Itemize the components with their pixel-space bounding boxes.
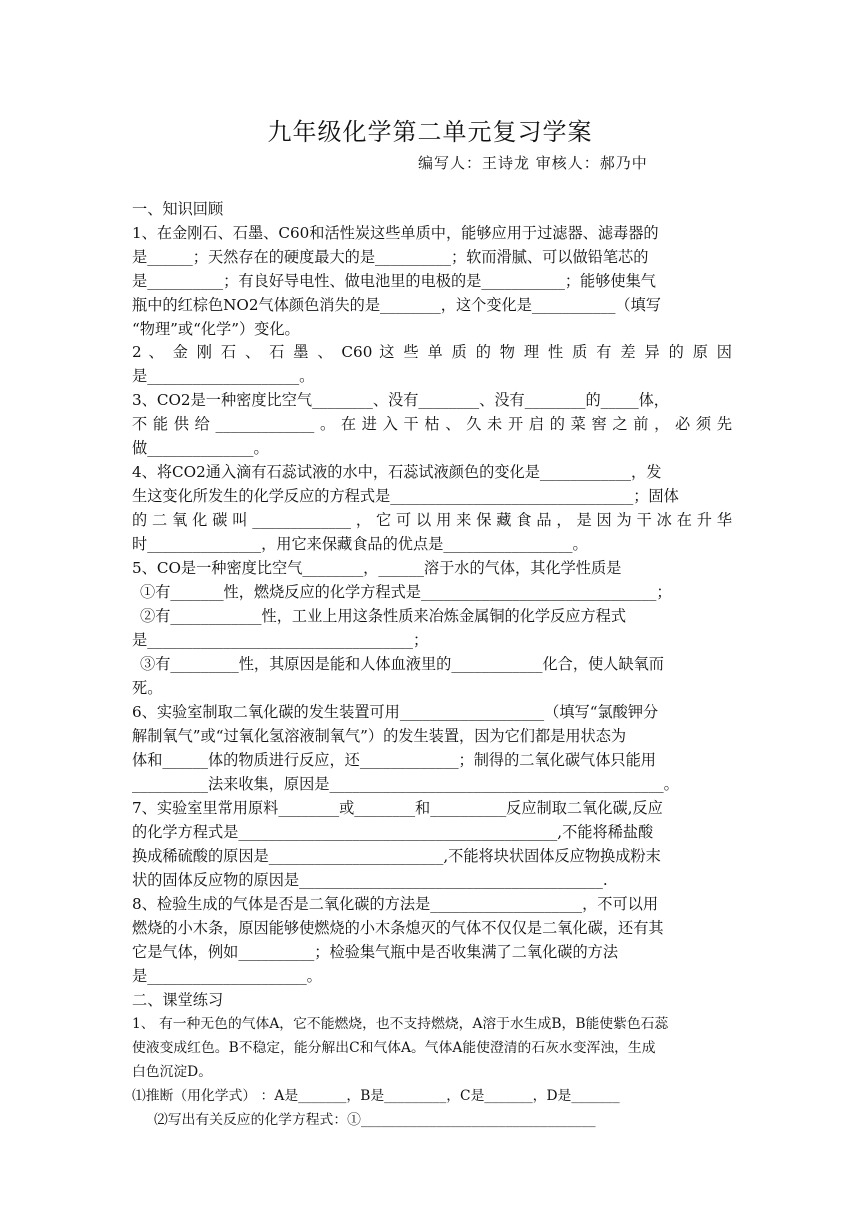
text-line: ⑴推断（用化学式） ：A是_______，B是_________，C是_______，D是_______: [132, 1088, 620, 1104]
text-line: 死。: [132, 679, 163, 697]
text-line: 5、CO是一种密度比空气________，______溶于水的气体，其化学性质是: [132, 559, 622, 577]
text-line: 6、实验室制取二氧化碳的发生装置可用___________________（填写“氯酸钾分: [132, 703, 659, 721]
text-line: 是_____________________。: [132, 967, 322, 985]
author-line: 编写人：王诗龙 审核人：郝乃中: [418, 154, 648, 172]
text-line: 燃烧的小木条，原因能够使燃烧的小木条熄灭的气体不仅仅是二氧化碳，还有其: [132, 919, 664, 937]
text-line: 是___________________________________；: [132, 631, 429, 649]
text-line: ②有____________性，工业上用这条性质来冶炼金属铜的化学反应方程式: [140, 607, 626, 625]
text-line: 换成稀硫酸的原因是_______________________,不能将块状固体反应物换成粉末: [132, 847, 661, 865]
text-line: 8、检验生成的气体是否是二氧化碳的方法是____________________，不可以用: [132, 895, 659, 913]
text-line: 体和______体的物质进行反应，还_____________；制得的二氧化碳气体只能用: [132, 751, 656, 769]
text-line: 1、 有一种无色的气体A，它不能燃烧，也不支持燃烧，A溶于水生成B，B能使紫色石蕊: [132, 1016, 669, 1032]
text-line: 瓶中的红棕色NO2气体颜色消失的是________，这个变化是___________（填写: [132, 296, 661, 314]
text-line: ①有_______性，燃烧反应的化学方程式是_______________________________；: [140, 583, 672, 601]
text-line: 解制氧气”或“过氧化氢溶液制氧气”）的发生装置，因为它们都是用状态为: [132, 727, 627, 745]
page-title: 九年级化学第二单元复习学案: [267, 118, 593, 146]
text-line: 使液变成红色。B不稳定，能分解出C和气体A。气体A能使澄清的石灰水变浑浊，生成: [132, 1040, 656, 1056]
text-line: 的化学方程式是__________________________________________,不能将稀盐酸: [132, 823, 654, 841]
text-line: 3、CO2是一种密度比空气________、没有________、没有________的_____体，: [132, 391, 669, 409]
text-line: 状的固体反应物的原因是________________________________________.: [132, 871, 608, 889]
text-line: 白色沉淀D。: [132, 1064, 213, 1080]
text-line: 1、在金刚石、石墨、C60和活性炭这些单质中，能够应用于过滤器、滤毒器的: [132, 224, 659, 242]
text-line: ③有_________性，其原因是能和人体血液里的____________化合，使人缺氧而: [140, 655, 664, 673]
text-line: 是______；天然存在的硬度最大的是__________；软而滑腻、可以做铅笔芯的: [132, 248, 649, 266]
text-line: 是__________；有良好导电性、做电池里的电极的是___________；能够使集气: [132, 272, 656, 290]
text-line: 4、将CO2通入滴有石蕊试液的水中，石蕊试液颜色的变化是____________，发: [132, 463, 662, 481]
text-line: 一、知识回顾: [132, 200, 224, 218]
text-line: 的二氧化碳叫_____________，它可以用来保藏食品，是因为干冰在升华: [132, 511, 732, 529]
text-line: 做______________。: [132, 439, 269, 457]
text-line: 时_______________，用它来保藏食品的优点是_________________。: [132, 535, 588, 553]
text-line: 不能供给_____________。在进入干枯、久未开启的菜窖之前，必须先: [132, 415, 732, 433]
text-line: 二、课堂练习: [132, 991, 224, 1009]
text-line: 7、实验室里常用原料________或________和__________反应制取二氧化碳,反应: [132, 799, 663, 817]
text-line: “物理”或“化学”）变化。: [132, 320, 300, 338]
text-line: 是____________________。: [132, 367, 315, 385]
text-line: 它是气体，例如__________；检验集气瓶中是否收集满了二氧化碳的方法: [132, 943, 618, 961]
text-line: 生这变化所发生的化学反应的方程式是________________________________；固体: [132, 487, 679, 505]
text-line: 2 、 金 刚 石 、 石 墨 、 C60 这 些 单 质 的 物 理 性 质 有 差 异 的 原 因: [132, 343, 732, 361]
text-line: ⑵写出有关反应的化学方程式：①__________________________________: [154, 1112, 596, 1128]
text-line: __________法来收集，原因是____________________________________________。: [132, 775, 679, 793]
